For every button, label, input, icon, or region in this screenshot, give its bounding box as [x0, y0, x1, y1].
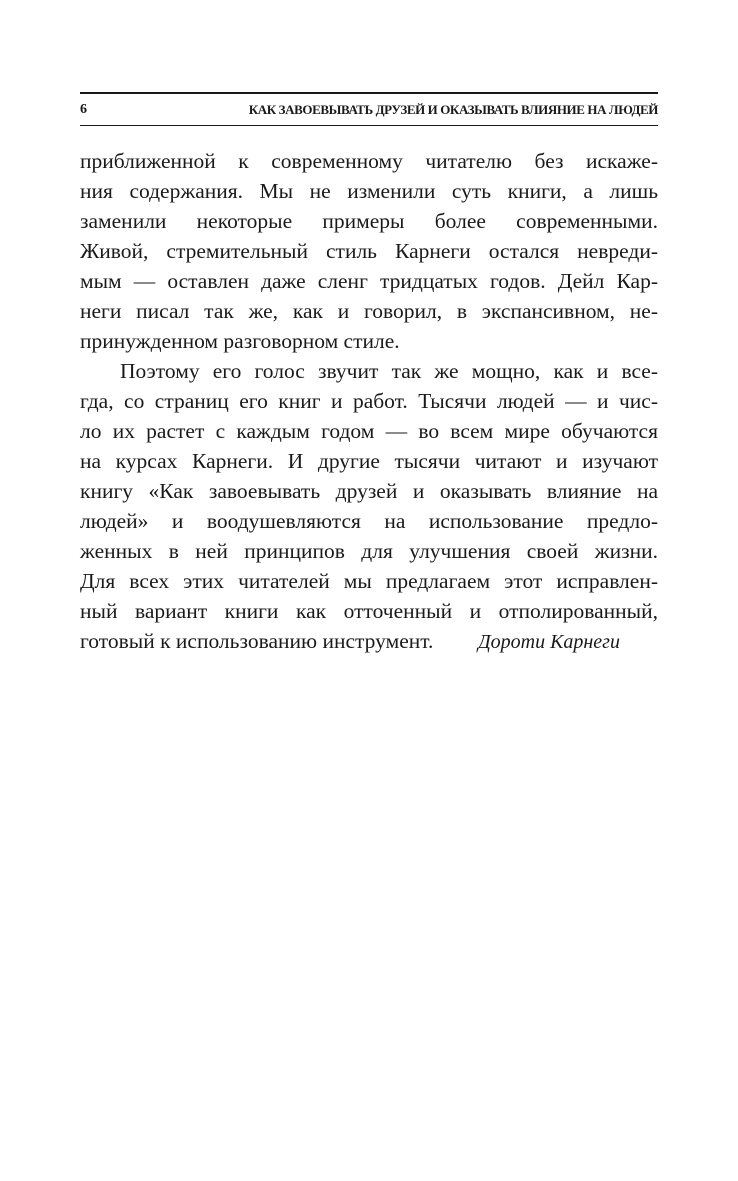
text-line: ный вариант книги как отточенный и отполированный,: [80, 599, 658, 623]
text-line: готовый к использованию инструмент.: [80, 629, 434, 653]
text-line: принужденном разговорном стиле.: [80, 329, 400, 353]
text-line: мым — оставлен даже сленг тридцатых годов. Дейл Кар-: [80, 269, 658, 293]
text-line: ло их растет с каждым годом — во всем мире обучаются: [80, 419, 658, 443]
body-text: [80, 146, 658, 656]
text-line: неги писал так же, как и говорил, в экспансивном, не-: [80, 299, 658, 323]
text-line: женных в ней принципов для улучшения своей жизни.: [80, 539, 658, 563]
running-title: КАК ЗАВОЕВЫВАТЬ ДРУЗЕЙ И ОКАЗЫВАТЬ ВЛИЯНИЕ НА ЛЮДЕЙ: [248, 102, 658, 117]
text-line: Живой, стремительный стиль Карнеги остался невреди-: [80, 239, 658, 263]
text-line: приближенной к современному читателю без искаже-: [80, 149, 658, 173]
running-header: [80, 92, 658, 126]
text-line: Для всех этих читателей мы предлагаем этот исправлен-: [80, 569, 658, 593]
text-line: заменили некоторые примеры более современными.: [80, 209, 658, 233]
text-line: ния содержания. Мы не изменили суть книги, а лишь: [80, 179, 658, 203]
paragraph-2: [80, 356, 658, 656]
author-signature: Дороти Карнеги: [477, 631, 620, 653]
text-line: Поэтому его голос звучит так же мощно, как и все-: [120, 359, 658, 383]
paragraph-1: [80, 146, 658, 356]
text-line: на курсах Карнеги. И другие тысячи читают и изучают: [80, 449, 658, 473]
text-line: книгу «Как завоевывать друзей и оказывать влияние на: [80, 479, 658, 503]
page-number: 6: [80, 102, 87, 117]
text-line: гда, со страниц его книг и работ. Тысячи людей — и чис-: [80, 389, 658, 413]
text-line: людей» и воодушевляются на использование предло-: [80, 509, 658, 533]
